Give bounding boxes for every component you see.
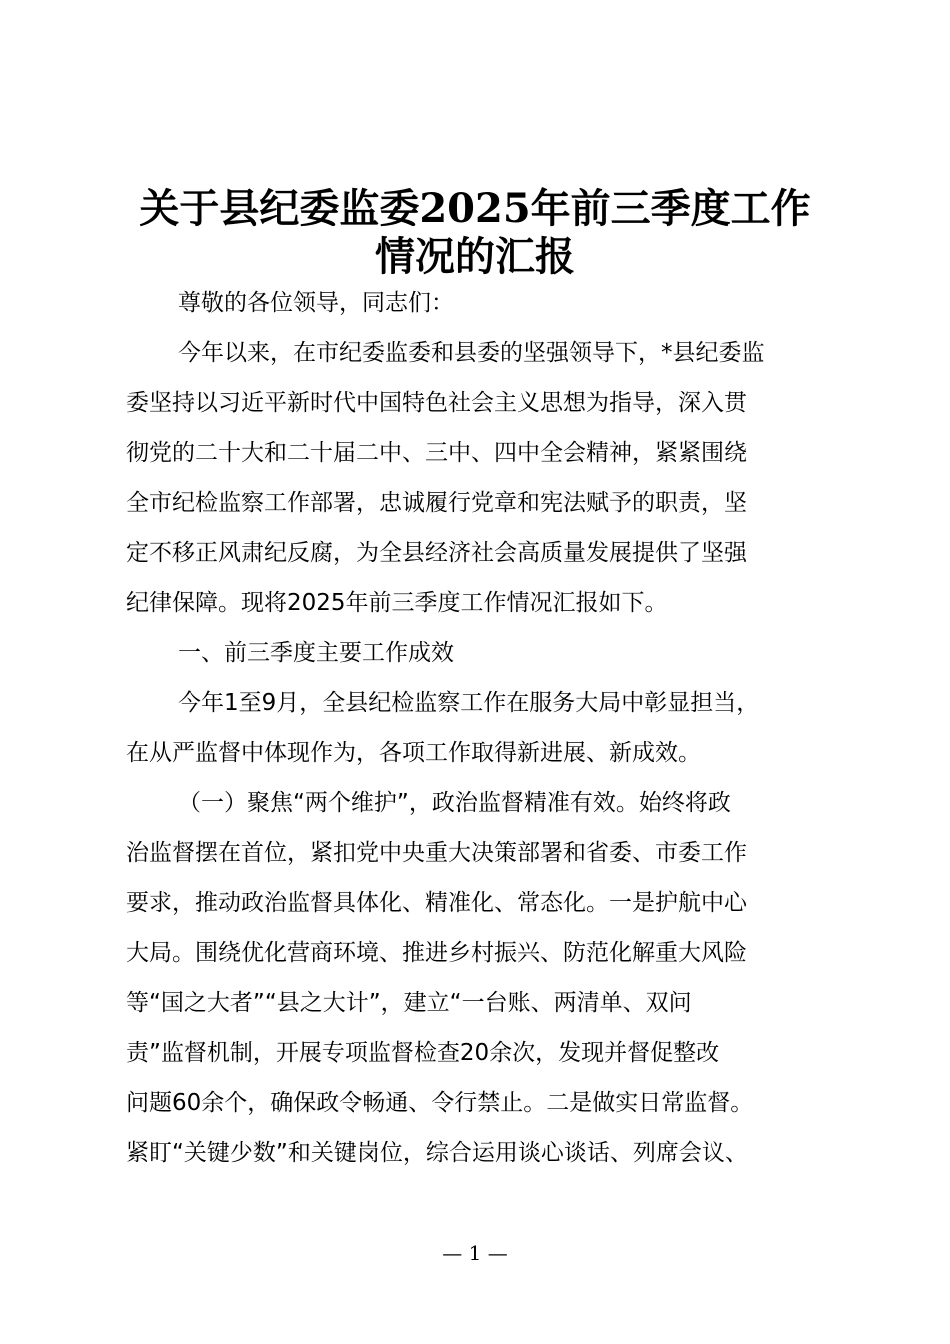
paragraph-line: 全市纪检监察工作部署，忠诚履行党章和宪法赋予的职责，坚 bbox=[126, 490, 747, 516]
paragraph-line: 紧盯“关键少数”和关键岗位，综合运用谈心谈话、列席会议、 bbox=[126, 1140, 748, 1166]
paragraph-line: 今年1至9月，全县纪检监察工作在服务大局中彰显担当， bbox=[178, 690, 760, 716]
section-heading: 一、前三季度主要工作成效 bbox=[178, 640, 454, 666]
paragraph-line: 治监督摆在首位，紧扣党中央重大决策部署和省委、市委工作 bbox=[126, 840, 747, 866]
document-title-line-1: 关于县纪委监委2025年前三季度工作 bbox=[139, 185, 811, 232]
salutation-line: 尊敬的各位领导，同志们： bbox=[178, 290, 454, 316]
paragraph-line: 责”监督机制，开展专项监督检查20余次，发现并督促整改 bbox=[126, 1040, 720, 1066]
paragraph-line: 彻党的二十大和二十届二中、三中、四中全会精神，紧紧围绕 bbox=[126, 440, 747, 466]
paragraph-line: 定不移正风肃纪反腐，为全县经济社会高质量发展提供了坚强 bbox=[126, 540, 747, 566]
page-number: — 1 — bbox=[442, 1241, 508, 1265]
subsection-line: （一）聚焦“两个维护”，政治监督精准有效。始终将政 bbox=[178, 790, 731, 816]
paragraph-line: 今年以来，在市纪委监委和县委的坚强领导下，*县纪委监 bbox=[178, 340, 765, 366]
paragraph-line: 委坚持以习近平新时代中国特色社会主义思想为指导，深入贯 bbox=[126, 390, 747, 416]
paragraph-line: 在从严监督中体现作为，各项工作取得新进展、新成效。 bbox=[126, 740, 701, 766]
paragraph-line: 要求，推动政治监督具体化、精准化、常态化。一是护航中心 bbox=[126, 890, 747, 916]
paragraph-line: 等“国之大者”“县之大计”，建立“一台账、两清单、双问 bbox=[126, 990, 692, 1016]
document-title-line-2: 情况的汇报 bbox=[375, 233, 575, 280]
paragraph-line: 纪律保障。现将2025年前三季度工作情况汇报如下。 bbox=[126, 590, 668, 616]
paragraph-line: 问题60余个，确保政令畅通、令行禁止。二是做实日常监督。 bbox=[126, 1090, 754, 1116]
paragraph-line: 大局。围绕优化营商环境、推进乡村振兴、防范化解重大风险 bbox=[126, 940, 747, 966]
